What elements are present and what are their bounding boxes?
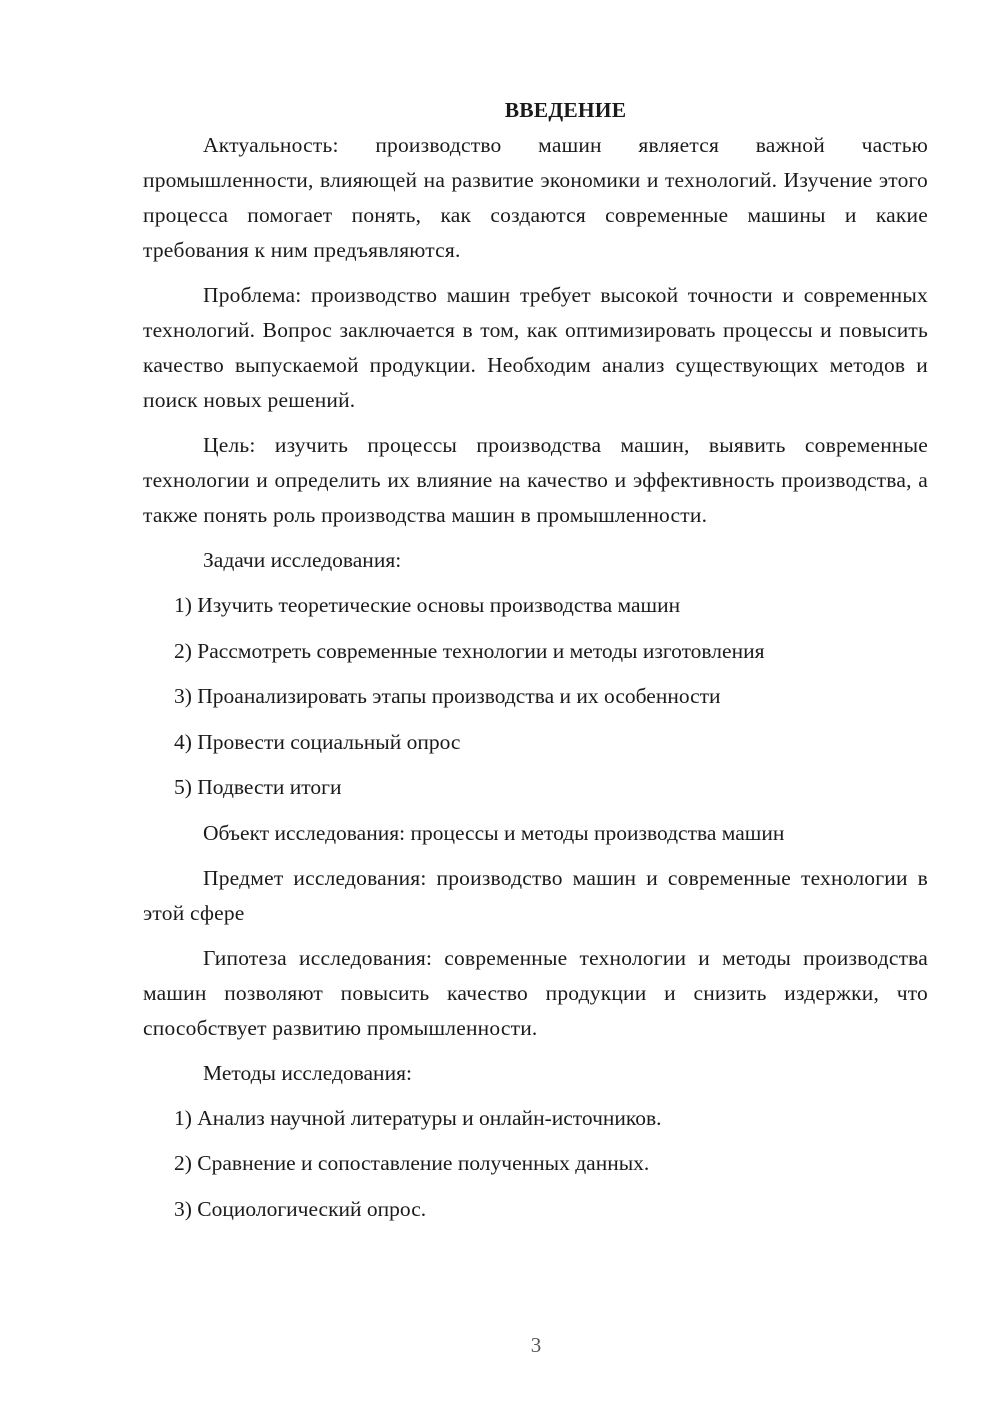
goal-paragraph: Цель: изучить процессы производства машин, выявить современные технологии и определить их влияние на качество и эффективность производства, а также понять роль производства машин в промышленности.	[143, 433, 928, 527]
list-item: 1) Анализ научной литературы и онлайн-источников.	[174, 1105, 662, 1130]
relevance-paragraph: Актуальность: производство машин является важной частью промышленности, влияющей на развитие экономики и технологий. Изучение этого процесса помогает понять, как создаются современные машины и какие требования к ним предъявляются.	[143, 133, 928, 262]
list-item: 3) Социологический опрос.	[174, 1196, 427, 1221]
methods-heading: Методы исследования:	[203, 1060, 412, 1085]
document-page	[143, 93, 928, 1237]
page-title: ВВЕДЕНИЕ	[504, 98, 627, 122]
list-item: 4) Провести социальный опрос	[174, 729, 461, 754]
list-item: 1) Изучить теоретические основы производства машин	[174, 593, 681, 617]
hypothesis-paragraph: Гипотеза исследования: современные технологии и методы производства машин позволяют повысить качество продукции и снизить издержки, что способствует развитию промышленности.	[143, 945, 928, 1040]
problem-paragraph: Проблема: производство машин требует высокой точности и современных технологий. Вопрос заключается в том, как оптимизировать процессы и повысить качество выпускаемой продукции. Необходим анализ существующих методов и поиск новых решений.	[143, 283, 928, 412]
list-item: 3) Проанализировать этапы производства и их особенности	[174, 684, 721, 708]
tasks-heading: Задачи исследования:	[203, 548, 402, 572]
list-item: 2) Сравнение и сопоставление полученных данных.	[174, 1151, 650, 1175]
list-item: 2) Рассмотреть современные технологии и методы изготовления	[174, 638, 765, 663]
tasks-list	[143, 588, 928, 805]
subject-paragraph: Предмет исследования: производство машин и современные технологии в этой сфере	[143, 865, 928, 925]
list-item: 5) Подвести итоги	[174, 775, 342, 799]
page-number: 3	[530, 1333, 542, 1357]
methods-list	[143, 1101, 928, 1227]
object-paragraph: Объект исследования: процессы и методы производства машин	[203, 820, 785, 845]
